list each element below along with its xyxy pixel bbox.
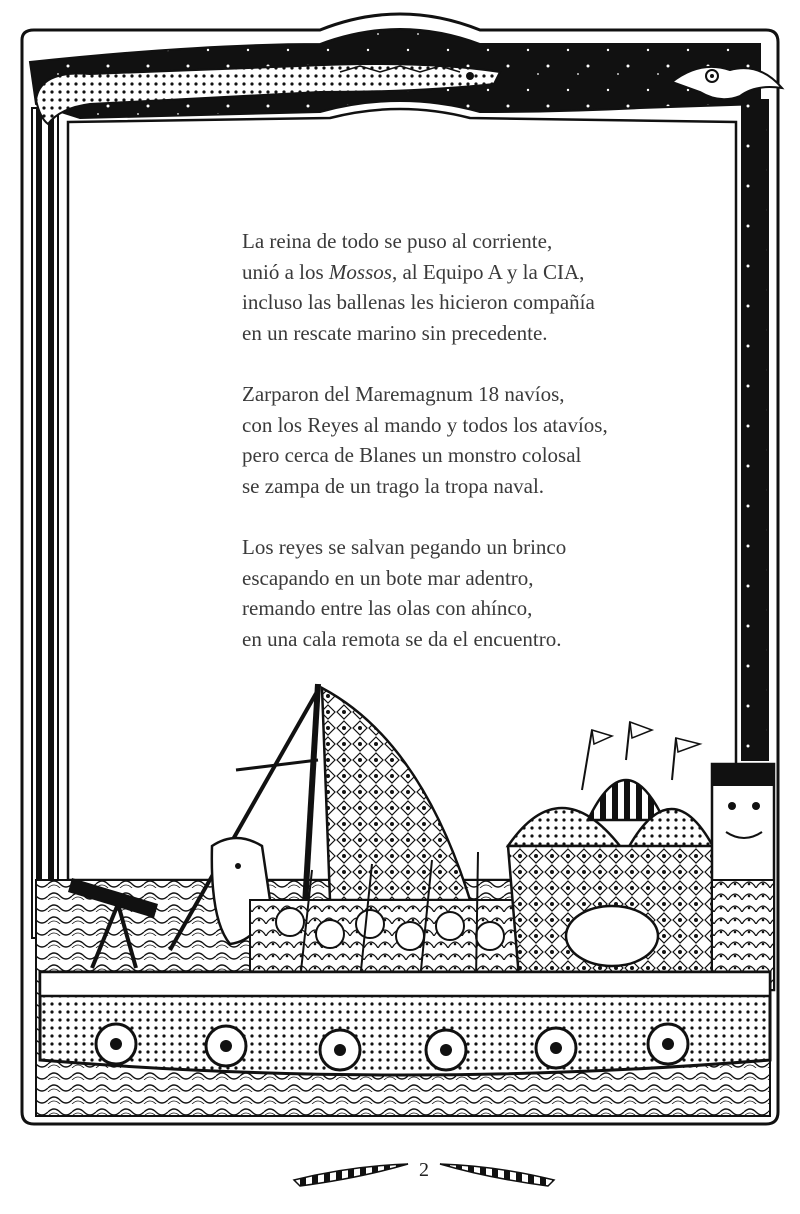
poem-line: La reina de todo se puso al corriente,: [242, 229, 553, 253]
poem-line: Zarparon del Maremagnum 18 navíos,: [242, 382, 565, 406]
poem-line: incluso las ballenas les hicieron compañía: [242, 290, 595, 314]
poem-line: pero cerca de Blanes un monstro colosal: [242, 443, 582, 467]
poem-line: Los reyes se salvan pegando un brinco: [242, 535, 567, 559]
poem-line: en un rescate marino sin precedente.: [242, 320, 548, 345]
poem-line: con los Reyes al mando y todos los atavíos,: [242, 412, 608, 437]
footer-ornament-left: [294, 1164, 408, 1186]
poem-line: en una cala remota se da el encuentro.: [242, 626, 562, 651]
stanza-3: [242, 532, 682, 654]
page-number: 2: [419, 1159, 429, 1181]
nutcracker-drawing: [712, 764, 774, 990]
ship-hull-drawing: [40, 972, 770, 1075]
stanza-1: [242, 226, 682, 348]
poem-line: escapando en un bote mar adentro,: [242, 565, 534, 590]
poem-line: unió a los Mossos, al Equipo A y la CIA,: [242, 259, 585, 284]
stanza-2: [242, 379, 682, 501]
poem-text: [242, 226, 682, 685]
poem-line: se zampa de un trago la tropa naval.: [242, 473, 545, 498]
poem-line: remando entre las olas con ahínco,: [242, 596, 533, 620]
italic-word: Mossos: [328, 259, 392, 284]
footer-ornament-right: [440, 1164, 554, 1186]
